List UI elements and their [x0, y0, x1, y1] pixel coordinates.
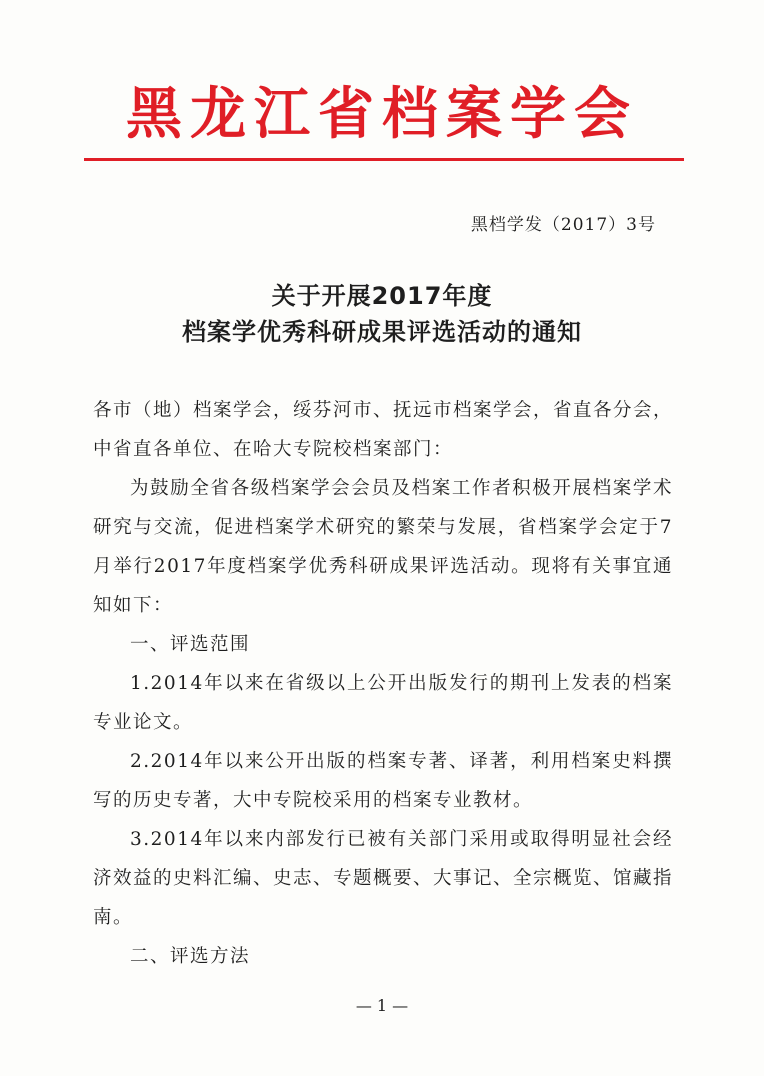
masthead-title: 黑龙江省档案学会: [126, 82, 638, 147]
item3-paragraph: 3.2014年以来内部发行已被有关部门采用或取得明显社会经济效益的史料汇编、史志、专题概要、大事记、全宗概览、馆藏指南。: [93, 829, 674, 928]
section2-heading: 二、评选方法: [130, 946, 251, 967]
notice-body: [93, 391, 673, 976]
document-number: 黑档学发（2017）3号: [470, 215, 656, 235]
item2-paragraph: 2.2014年以来公开出版的档案专著、译著，利用档案史料撰写的历史专著，大中专院校采用的档案专业教材。: [93, 751, 673, 811]
page-number: — 1 —: [355, 996, 409, 1015]
item1-paragraph: 1.2014年以来在省级以上公开出版发行的期刊上发表的档案专业论文。: [93, 673, 673, 733]
addressee-paragraph: 各市（地）档案学会，绥芬河市、抚远市档案学会，省直各分会，中省直各单位、在哈大专院校档案部门：: [93, 400, 674, 460]
red-divider-line: [84, 158, 684, 161]
notice-title-line1: 关于开展2017年度: [271, 282, 493, 310]
intro-paragraph: 为鼓励全省各级档案学会会员及档案工作者积极开展档案学术研究与交流，促进档案学术研究的繁荣与发展，省档案学会定于7月举行2017年度档案学优秀科研成果评选活动。现将有关事宜通知如下：: [93, 478, 673, 616]
notice-title-line2: 档案学优秀科研成果评选活动的通知: [182, 318, 582, 346]
section1-heading: 一、评选范围: [130, 634, 251, 655]
